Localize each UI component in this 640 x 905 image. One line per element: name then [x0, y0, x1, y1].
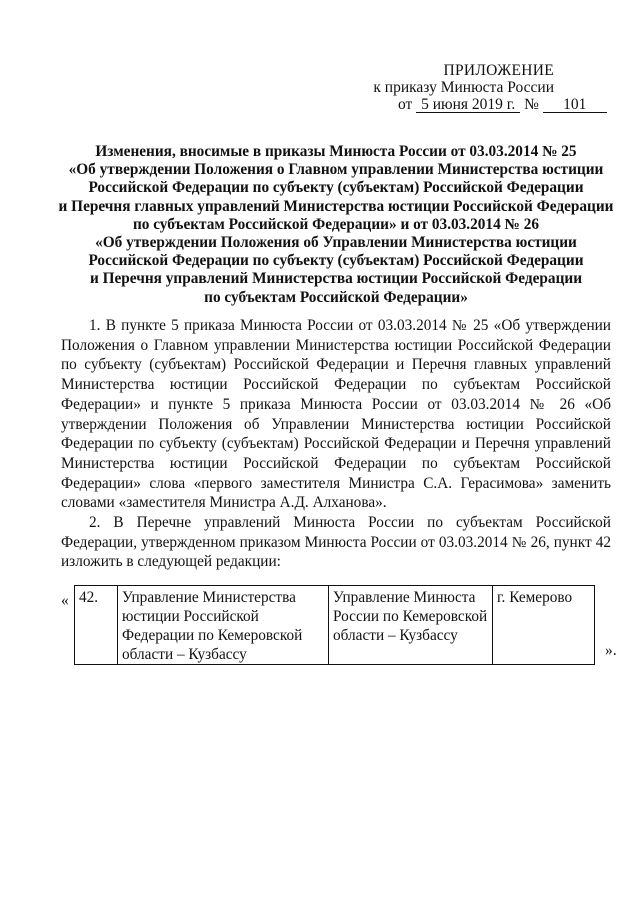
- title-line: и Перечня главных управлений Министерства юстиции Российской Федерации: [58, 197, 614, 215]
- document-title: [56, 143, 616, 307]
- amendment-table: [74, 585, 595, 665]
- paragraph-1: 1. В пункте 5 приказа Минюста России от 03.03.2014 № 25 «Об утверждении Положения о Главном управлении Министерства юстиции Российской Федерации по субъекту (субъектам) Российской Федерации и Перечня главных управлений Министерства юстиции Российской Федерации по субъектам Российской Федерации» и пункте 5 приказа Минюста России от 03.03.2014 № 26 «Об утверждении Положения об Управлении Министерства юстиции Российской Федерации по субъекту (субъектам) Российской Федерации и Перечня управлений Министерства юстиции Российской Федерации по субъектам Российской Федерации» слова «первого заместителя Министра С.А. Герасимова» заменить словами «заместителя Министра А.Д. Алханова».: [61, 317, 611, 512]
- title-line: Российской Федерации по субъекту (субъектам) Российской Федерации: [88, 179, 584, 197]
- document-body: [61, 316, 611, 572]
- table-row: [75, 586, 595, 665]
- order-date-number: [398, 96, 607, 114]
- order-number: 101: [543, 97, 607, 113]
- quote-open: «: [61, 592, 69, 609]
- cell-short-name: Управление Минюста России по Кемеровской области – Кузбассу: [329, 586, 493, 665]
- cell-full-name: Управление Министерства юстиции Российской Федерации по Кемеровской области – Кузбассу: [118, 586, 329, 665]
- title-line: и Перечня управлений Министерства юстиции Российской Федерации: [89, 270, 583, 288]
- number-prefix: №: [524, 96, 539, 113]
- appendix-title: ПРИЛОЖЕНИЕ: [443, 62, 554, 79]
- paragraph-2: 2. В Перечне управлений Минюста России по субъектам Российской Федерации, утвержденном приказом Минюста России от 03.03.2014 № 26, пункт 42 изложить в следующей редакции:: [61, 514, 611, 571]
- title-line: Российской Федерации по субъекту (субъектам) Российской Федерации: [88, 252, 584, 270]
- title-line: «Об утверждении Положения об Управлении Министерства юстиции: [95, 234, 577, 252]
- title-line: по субъектам Российской Федерации»: [204, 288, 468, 306]
- date-prefix: от: [398, 96, 413, 113]
- title-line: «Об утверждении Положения о Главном управлении Министерства юстиции: [68, 161, 604, 179]
- cell-number: 42.: [75, 586, 118, 665]
- cell-city: г. Кемерово: [493, 586, 595, 665]
- title-line: по субъектам Российской Федерации» и от 03.03.2014 № 26: [132, 215, 540, 233]
- quote-close: ».: [605, 642, 617, 659]
- appendix-header: [373, 62, 554, 96]
- order-date: 5 июня 2019 г.: [416, 97, 520, 113]
- appendix-subtitle: к приказу Минюста России: [373, 79, 554, 96]
- title-line: Изменения, вносимые в приказы Минюста России от 03.03.2014 № 25: [95, 143, 577, 160]
